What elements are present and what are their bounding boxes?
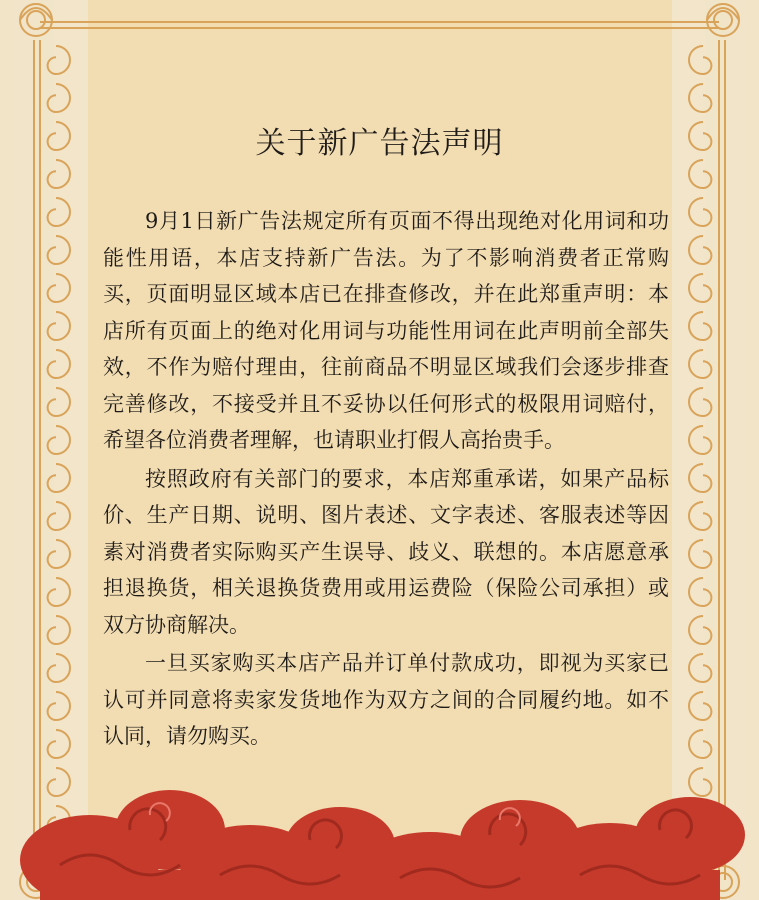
corner-ornament-top-left xyxy=(20,4,52,36)
scroll-curl xyxy=(48,236,70,264)
scroll-curl xyxy=(48,46,70,74)
scroll-curl xyxy=(689,274,711,302)
scroll-curl xyxy=(48,350,70,378)
notice-body xyxy=(103,203,669,757)
scroll-curl xyxy=(48,578,70,606)
scroll-curl xyxy=(48,730,70,758)
scroll-curl xyxy=(689,236,711,264)
scroll-curl xyxy=(689,578,711,606)
cloud-shapes xyxy=(20,790,745,900)
paragraph-1: 9月1日新广告法规定所有页面不得出现绝对化用词和功能性用语，本店支持新广告法。为了不影响消费者正常购买，页面明显区域本店已在排查修改，并在此郑重声明：本店所有页面上的绝对化用词与功能性用词在此声明前全部失效，不作为赔付理由，往前商品不明显区域我们会逐步排查完善修改，不接受并且不妥协以任何形式的极限用词赔付，希望各位消费者理解，也请职业打假人高抬贵手。 xyxy=(103,209,669,452)
scroll-curl xyxy=(689,616,711,644)
scroll-curl xyxy=(689,84,711,112)
scroll-curl xyxy=(689,46,711,74)
scroll-curl xyxy=(689,502,711,530)
scroll-curl xyxy=(48,464,70,492)
scroll-curl xyxy=(689,692,711,720)
scroll-curl xyxy=(689,160,711,188)
scroll-curl xyxy=(689,654,711,682)
scroll-curl xyxy=(48,692,70,720)
scroll-curl xyxy=(48,540,70,568)
scroll-curl xyxy=(689,730,711,758)
scroll-curl xyxy=(48,274,70,302)
scroll-curl xyxy=(48,160,70,188)
scroll-curl xyxy=(48,312,70,340)
red-cloud-decoration xyxy=(0,770,759,900)
left-scroll-pattern xyxy=(48,46,70,872)
scroll-curl xyxy=(48,388,70,416)
scroll-curl xyxy=(48,502,70,530)
scroll-curl xyxy=(48,84,70,112)
scroll-curl xyxy=(689,426,711,454)
scroll-curl xyxy=(689,198,711,226)
scroll-curl xyxy=(48,198,70,226)
paragraph-2: 按照政府有关部门的要求，本店郑重承诺，如果产品标价、生产日期、说明、图片表述、文字表述、客服表述等因素对消费者实际购买产生误导、歧义、联想的。本店愿意承担退换货，相关退换货费用或用运费险（保险公司承担）或双方协商解决。 xyxy=(103,466,669,637)
scroll-curl xyxy=(689,350,711,378)
scroll-curl xyxy=(689,388,711,416)
scroll-curl xyxy=(689,540,711,568)
scroll-curl xyxy=(48,426,70,454)
scroll-curl xyxy=(689,312,711,340)
right-scroll-pattern xyxy=(689,46,711,872)
notice-title: 关于新广告法声明 xyxy=(255,126,504,161)
corner-ornament-top-right xyxy=(707,4,739,36)
scroll-curl xyxy=(689,464,711,492)
scroll-curl xyxy=(48,654,70,682)
paragraph-3: 一旦买家购买本店产品并订单付款成功，即视为买家已认可并同意将卖家发货地作为双方之间的合同履约地。如不认同，请勿购买。 xyxy=(103,651,669,748)
scroll-curl xyxy=(48,616,70,644)
